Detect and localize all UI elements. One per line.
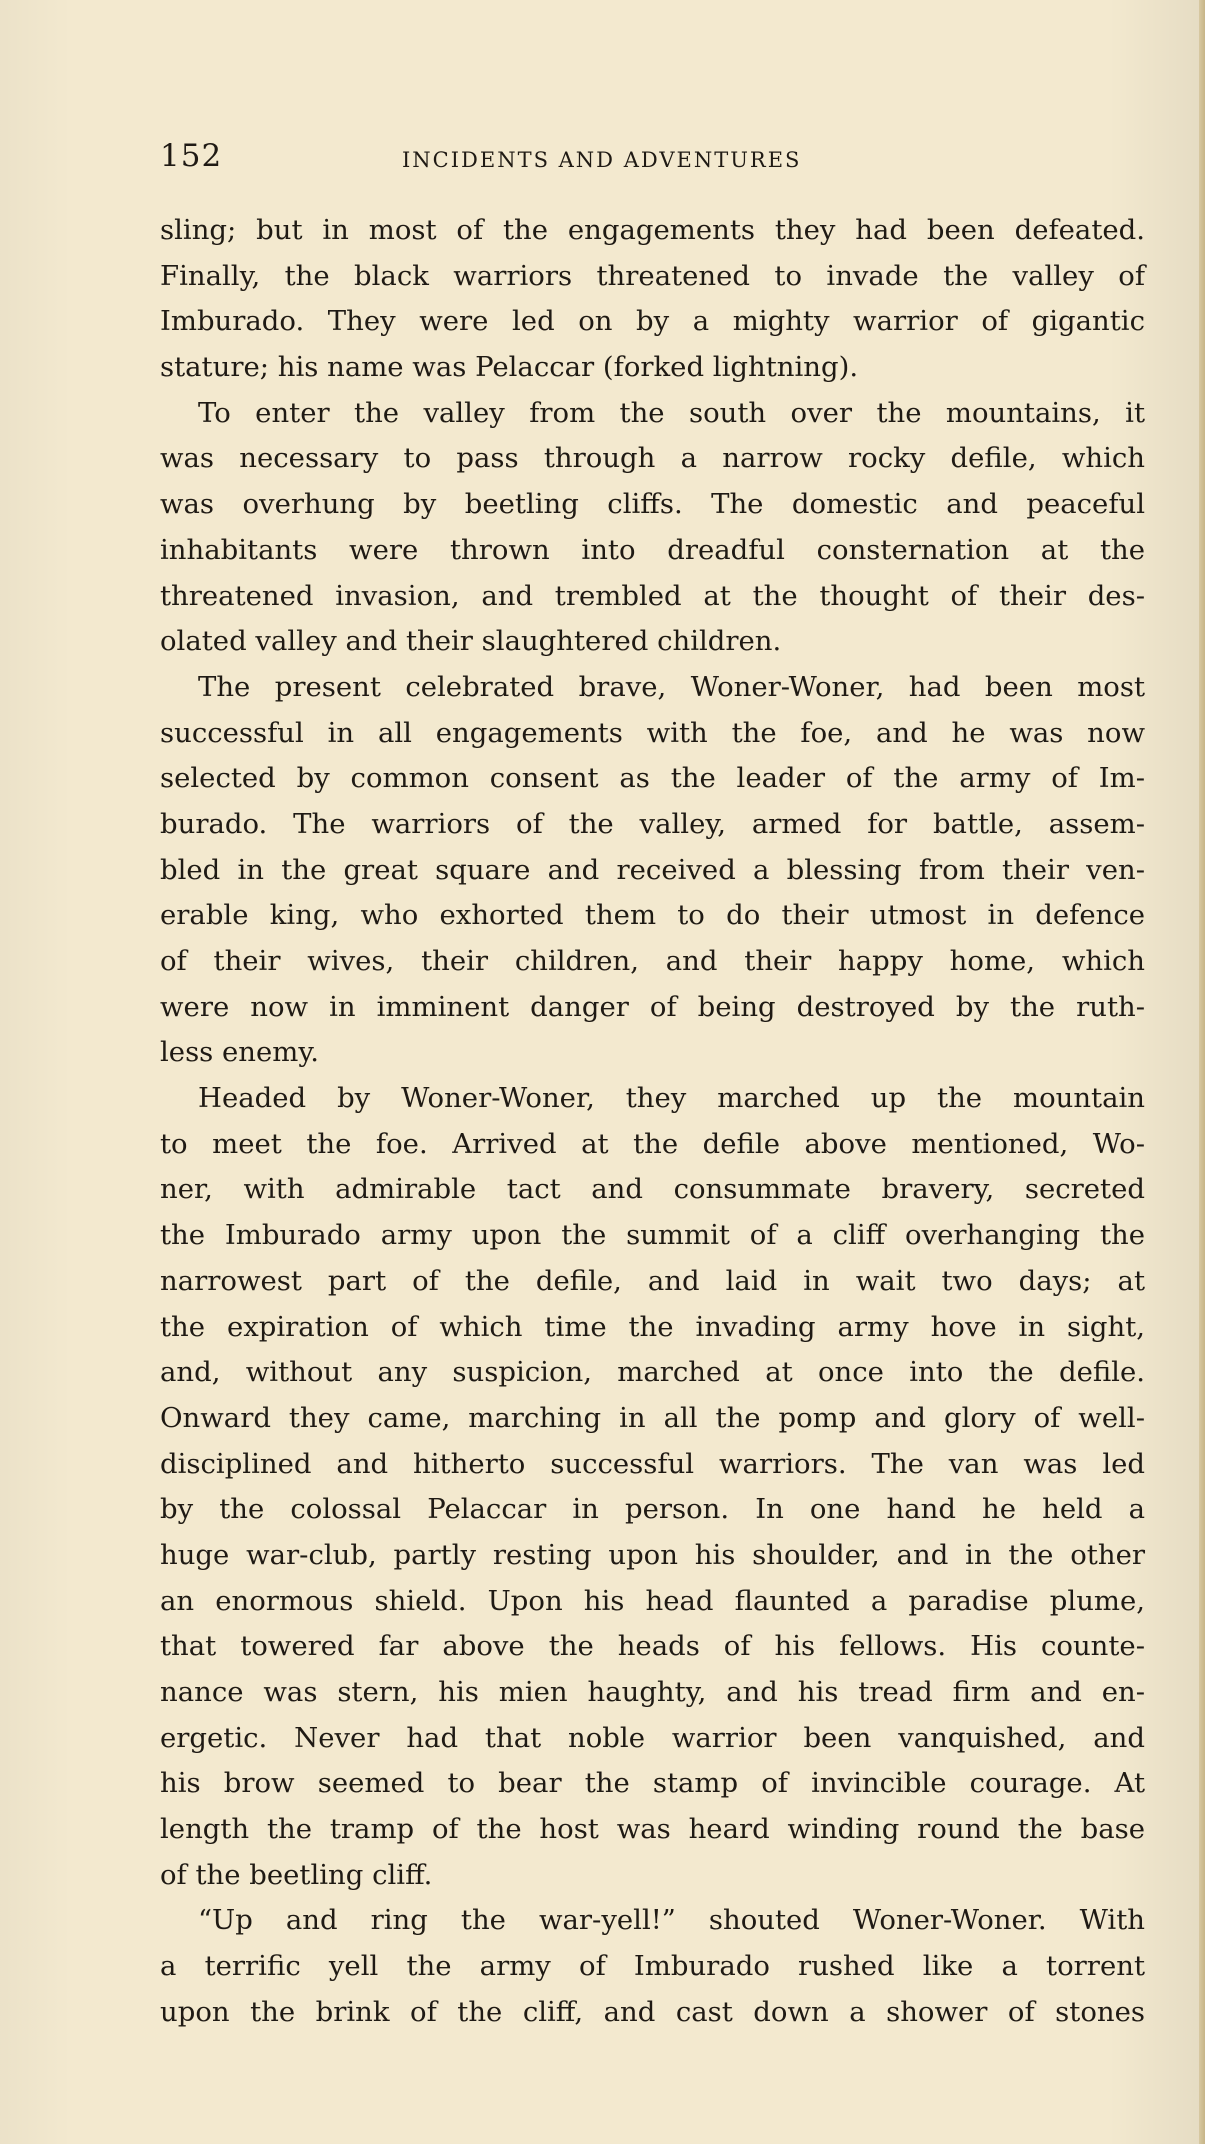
text-line: “Up and ring the war-yell!” shouted Woner-Woner. With bbox=[198, 1904, 1145, 1937]
text-line: and, without any suspicion, marched at once into the defile. bbox=[160, 1356, 1145, 1389]
page-edge bbox=[1199, 0, 1205, 2144]
text-line: of their wives, their children, and their happy home, which bbox=[160, 945, 1145, 977]
page-number: 152 bbox=[160, 138, 223, 174]
text-line: selected by common consent as the leader of the army of Im- bbox=[160, 762, 1145, 795]
text-line: Imburado. They were led on by a mighty warrior of gigantic bbox=[160, 305, 1145, 338]
text-line: that towered far above the heads of his fellows. His counte- bbox=[160, 1630, 1145, 1663]
text-line: erable king, who exhorted them to do their utmost in defence bbox=[160, 899, 1145, 932]
text-line: nance was stern, his mien haughty, and his tread firm and en- bbox=[160, 1676, 1145, 1708]
text-line: burado. The warriors of the valley, armed for battle, assem- bbox=[160, 807, 1145, 840]
text-line: huge war-club, partly resting upon his shoulder, and in the other bbox=[160, 1538, 1145, 1571]
page-header bbox=[160, 138, 1140, 178]
text-line: less enemy. bbox=[160, 1036, 319, 1069]
text-line: were now in imminent danger of being destroyed by the ruth- bbox=[160, 990, 1145, 1023]
text-line: Finally, the black warriors threatened to invade the valley of bbox=[160, 259, 1145, 292]
text-line: Headed by Woner-Woner, they marched up the mountain bbox=[198, 1082, 1145, 1115]
text-line: of the beetling cliff. bbox=[160, 1858, 433, 1891]
text-line: narrowest part of the defile, and laid in wait two days; at bbox=[160, 1264, 1145, 1297]
text-line: was overhung by beetling cliffs. The domestic and peaceful bbox=[160, 488, 1145, 521]
text-line: successful in all engagements with the foe, and he was now bbox=[160, 716, 1145, 749]
text-line: a terrific yell the army of Imburado rushed like a torrent bbox=[160, 1950, 1145, 1983]
running-head: INCIDENTS AND ADVENTURES bbox=[402, 148, 802, 172]
text-line: to meet the foe. Arrived at the defile above mentioned, Wo- bbox=[160, 1127, 1145, 1160]
text-line: was necessary to pass through a narrow rocky defile, which bbox=[160, 442, 1145, 475]
text-line: sling; but in most of the engagements they had been defeated. bbox=[160, 214, 1145, 246]
text-line: by the colossal Pelaccar in person. In one hand he held a bbox=[160, 1493, 1145, 1526]
text-line: disciplined and hitherto successful warriors. The van was led bbox=[160, 1447, 1145, 1480]
text-line: Onward they came, marching in all the pomp and glory of well- bbox=[160, 1401, 1145, 1434]
text-line: The present celebrated brave, Woner-Woner, had been most bbox=[198, 670, 1145, 703]
text-line: an enormous shield. Upon his head flaunted a paradise plume, bbox=[160, 1584, 1145, 1617]
text-line: ergetic. Never had that noble warrior been vanquished, and bbox=[160, 1721, 1145, 1754]
text-line: his brow seemed to bear the stamp of invincible courage. At bbox=[160, 1767, 1145, 1800]
text-line: ner, with admirable tact and consummate bravery, secreted bbox=[160, 1173, 1145, 1206]
text-line: threatened invasion, and trembled at the thought of their des- bbox=[160, 579, 1145, 612]
text-line: the Imburado army upon the summit of a cliff overhanging the bbox=[160, 1219, 1145, 1252]
text-line: stature; his name was Pelaccar (forked lightning). bbox=[160, 351, 859, 384]
text-line: inhabitants were thrown into dreadful consternation at the bbox=[160, 533, 1145, 566]
text-line: bled in the great square and received a blessing from their ven- bbox=[160, 853, 1145, 886]
text-line: length the tramp of the host was heard winding round the base bbox=[160, 1813, 1145, 1846]
text-line: olated valley and their slaughtered children. bbox=[160, 625, 782, 658]
body-text bbox=[160, 208, 1145, 2036]
text-line: the expiration of which time the invading army hove in sight, bbox=[160, 1310, 1145, 1343]
text-line: upon the brink of the cliff, and cast down a shower of stones bbox=[160, 1995, 1145, 2028]
text-line: To enter the valley from the south over the mountains, it bbox=[198, 396, 1145, 429]
